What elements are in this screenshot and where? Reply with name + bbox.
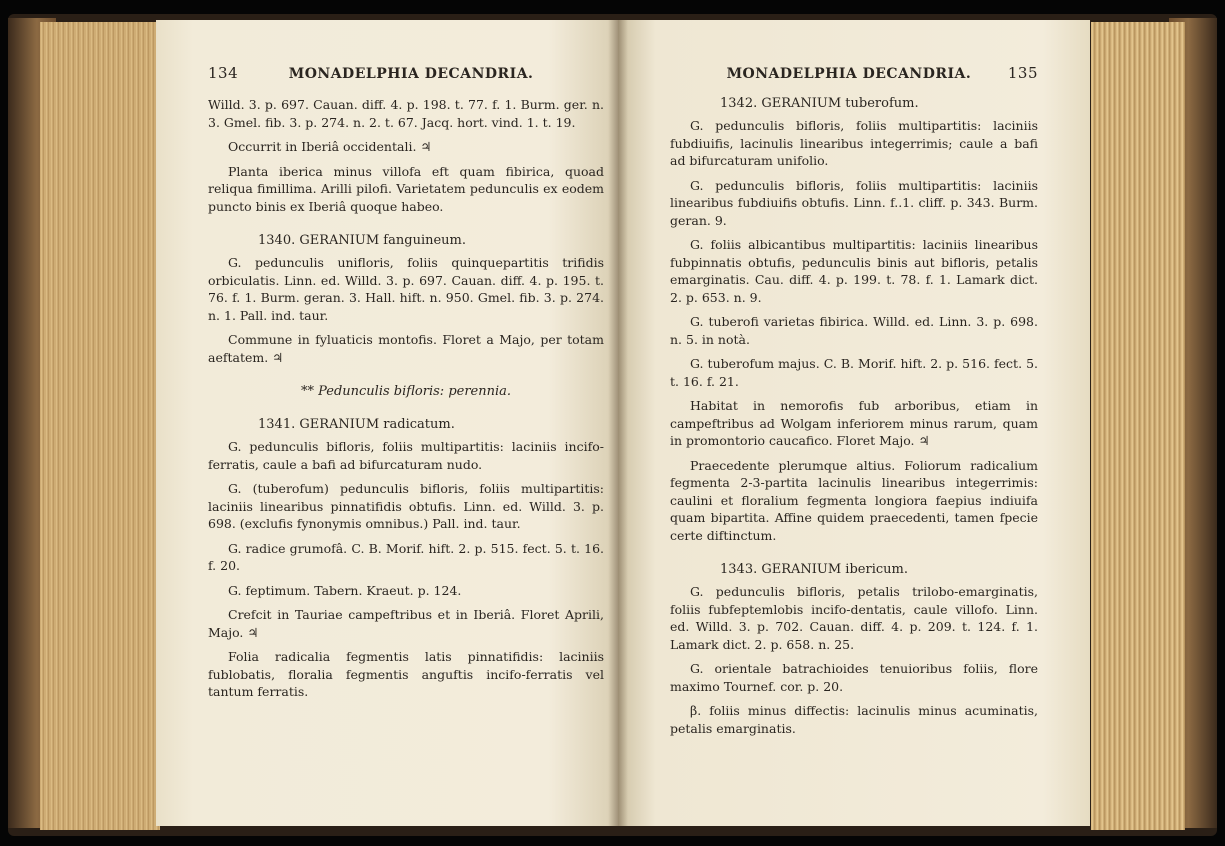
text-paragraph: Folia radicalia fegmentis latis pinnatifidis: laciniis fublobatis, floralia fegmentis anguftis incifo-ferratis vel tantum ferratis. xyxy=(208,649,604,699)
text-paragraph: G. tuberofum majus. C. B. Morif. hift. 2. p. 516. fect. 5. t. 16. f. 21. xyxy=(670,356,1038,389)
text-paragraph: G. pedunculis unifloris, foliis quinquepartitis trifidis orbiculatis. Linn. ed. Willd. 3. p. 697. Cauan. diff. 4. p. 195. t. 76. f. 1. Burm. geran. 3. Hall. hift. n. 950. Gmel. fib. 3. p. 274. n. 1. Pall. ind. taur. xyxy=(208,255,604,323)
text-paragraph: Crefcit in Tauriae campeftribus et in Iberiâ. Floret Aprili, Majo. ♃ xyxy=(208,607,604,640)
text-paragraph: Willd. 3. p. 697. Cauan. diff. 4. p. 198. t. 77. f. 1. Burm. ger. n. 3. Gmel. fib. 3. p. 274. n. 2. t. 67. Jacq. hort. vind. 1. t. 19. xyxy=(208,97,604,130)
right-header xyxy=(670,64,1038,82)
text-paragraph: G. orientale batrachioides tenuioribus foliis, flore maximo Tournef. cor. p. 20. xyxy=(670,661,1038,694)
text-paragraph: G. foliis albicantibus multipartitis: laciniis linearibus fubpinnatis obtufis, pedunculis binis aut bifloris, petalis emarginatis. Cau. diff. 4. p. 199. t. 78. f. 1. Lamark dict. 2. p. 653. n. 9. xyxy=(670,237,1038,305)
entry-title: 1341. GERANIUM radicatum. xyxy=(258,417,455,432)
section-subhead: ** Pedunculis bifloris: perennia. xyxy=(300,384,512,399)
page-edges-right xyxy=(1091,22,1185,830)
text-paragraph: β. foliis minus diffectis: lacinulis minus acuminatis, petalis emarginatis. xyxy=(670,703,1038,736)
text-paragraph: G. radice grumofâ. C. B. Morif. hift. 2. p. 515. fect. 5. t. 16. f. 20. xyxy=(208,540,604,573)
text-paragraph: G. (tuberofum) pedunculis bifloris, foliis multipartitis: laciniis linearibus pinnatifidis obtufis. Linn. ed. Willd. 3. p. 698. (exclufis fynonymis omnibus.) Pall. ind. taur. xyxy=(208,481,604,531)
text-paragraph: Planta iberica minus villofa eft quam fibirica, quoad reliqua fimillima. Arilli pilofi. Varietatem pedunculis ex eodem puncto binis ex Iberiâ quoque habeo. xyxy=(208,163,604,214)
text-paragraph: G. pedunculis bifloris, foliis multipartitis: laciniis linearibus fubdiuifis obtufis. Linn. f..1. cliff. p. 343. Burm. geran. 9. xyxy=(670,177,1038,228)
page-number: 135 xyxy=(1007,64,1038,82)
text-paragraph: G. tuberofi varietas fibirica. Willd. ed. Linn. 3. p. 698. n. 5. in notà. xyxy=(670,314,1038,347)
text-paragraph: G. pedunculis bifloris, petalis trilobo-emarginatis, foliis fubfeptemlobis incifo-dentatis, caule villofo. Linn. ed. Willd. 3. p. 702. Cauan. diff. 4. p. 209. t. 124. f. 1. Lamark dict. 2. p. 658. n. 25. xyxy=(670,584,1038,652)
text-paragraph: G. pedunculis bifloris, foliis multipartitis: laciniis incifo-ferratis, caule a bafi ad bifurcaturam nudo. xyxy=(208,439,604,472)
entry-title: 1342. GERANIUM tuberofum. xyxy=(720,96,919,111)
text-paragraph: Habitat in nemorofis fub arboribus, etiam in campeftribus ad Wolgam inferiorem minus rarum, quam in promontorio caucafico. Floret Majo. ♃ xyxy=(670,398,1038,448)
entry-title: 1340. GERANIUM fanguineum. xyxy=(258,233,466,248)
running-head: MONADELPHIA DECANDRIA. xyxy=(726,66,972,82)
page-number: 134 xyxy=(208,64,239,82)
page-edges-left xyxy=(40,22,160,830)
text-paragraph: G. feptimum. Tabern. Kraeut. p. 124. xyxy=(228,582,462,598)
text-paragraph: Praecedente plerumque altius. Foliorum radicalium fegmenta 2-3-partita lacinulis linearibus integerrimis: caulini et floralium fegmenta longiora faepius indiuifa quam bipartita. Affine quidem praecedenti, tamen fpecie certe diftinctum. xyxy=(670,457,1038,543)
entry-title: 1343. GERANIUM ibericum. xyxy=(720,562,908,577)
text-paragraph: Commune in fyluaticis montofis. Floret a Majo, per totam aeftatem. ♃ xyxy=(208,332,604,365)
text-paragraph: Occurrit in Iberiâ occidentali. ♃ xyxy=(228,139,432,154)
book-gutter xyxy=(608,20,628,826)
left-page xyxy=(156,20,618,826)
left-header xyxy=(208,64,604,82)
right-page xyxy=(618,20,1090,826)
running-head: MONADELPHIA DECANDRIA. xyxy=(288,66,534,82)
text-paragraph: G. pedunculis bifloris, foliis multipartitis: laciniis fubdiuifis, lacinulis linearibus integerrimis; caule a bafi ad bifurcaturam unifolio. xyxy=(670,118,1038,168)
